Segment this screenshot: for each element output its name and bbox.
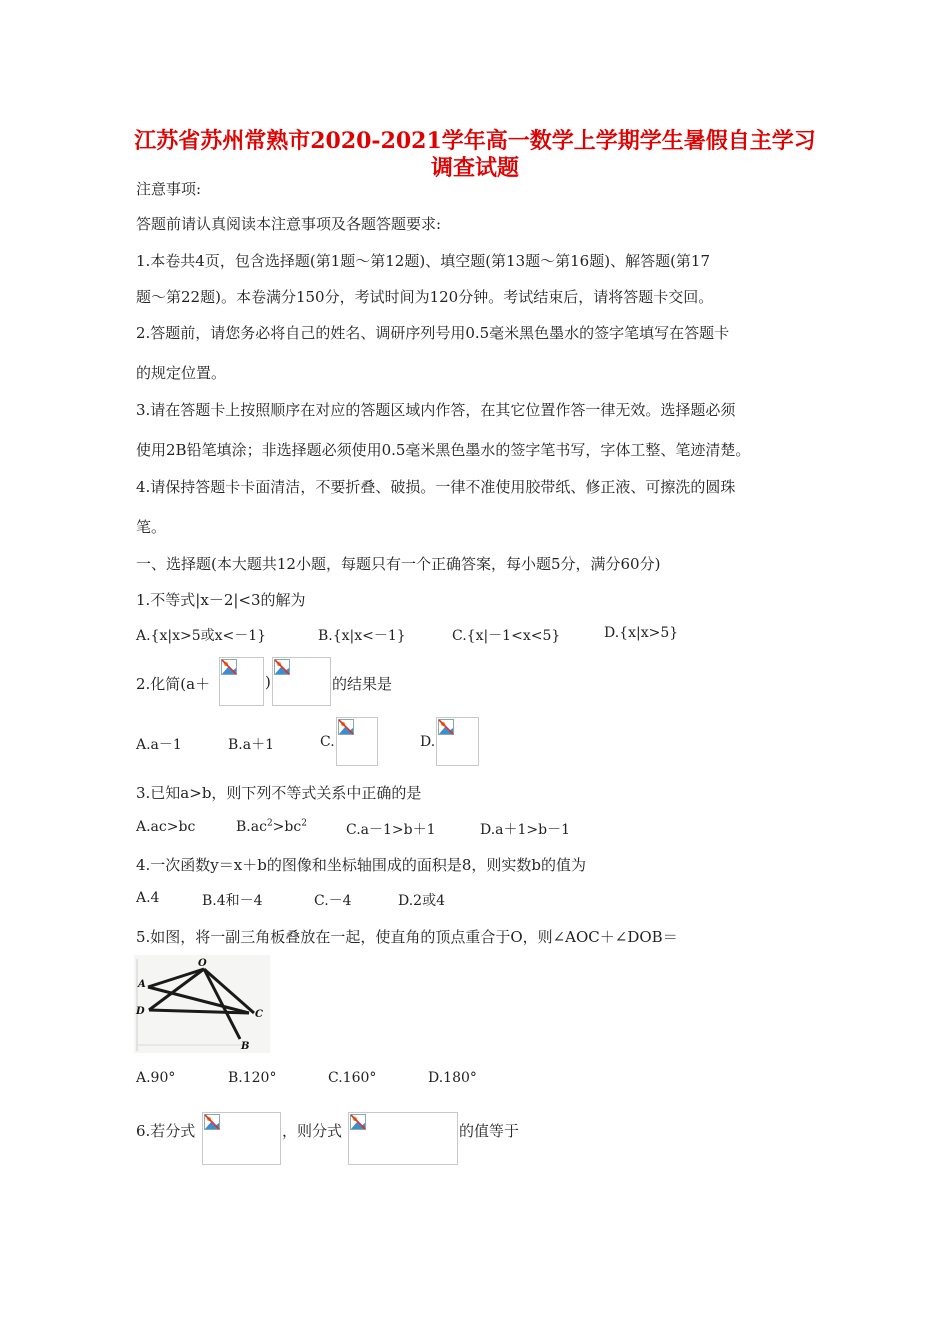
question-4-option-d: D.2或4 (398, 893, 445, 909)
note-4-line-2: 笔。 (136, 518, 167, 536)
question-5-option-c: C.160° (328, 1070, 377, 1086)
question-2-option-d: D. (420, 734, 436, 750)
note-4-line-1: 4.请保持答题卡卡面清洁，不要折叠、破损。一律不准使用胶带纸、修正液、可擦洗的圆珠 (136, 478, 736, 496)
question-4-option-c: C.－4 (314, 893, 352, 909)
question-4-stem: 4.一次函数y＝x＋b的图像和坐标轴围成的面积是8，则实数b的值为 (136, 856, 586, 874)
question-3-option-a: A.ac>bc (136, 819, 196, 835)
question-4-option-a: A.4 (136, 890, 160, 906)
broken-image-icon (204, 1114, 220, 1130)
broken-image-placeholder (219, 657, 264, 706)
broken-image-placeholder (202, 1112, 281, 1165)
triangle-figure (134, 955, 270, 1053)
broken-image-icon (274, 659, 290, 675)
section-heading-choice: 一、选择题(本大题共12小题，每题只有一个正确答案，每小题5分，满分60分) (136, 555, 661, 573)
broken-image-placeholder (272, 657, 331, 706)
question-2-option-b: B.a＋1 (228, 737, 274, 753)
broken-image-placeholder (348, 1112, 458, 1165)
broken-image-placeholder (436, 717, 479, 766)
note-2-line-1: 2.答题前，请您务必将自己的姓名、调研序列号用0.5毫米黑色墨水的签字笔填写在答题卡 (136, 324, 730, 342)
question-6-stem-end: 的值等于 (459, 1122, 520, 1140)
question-5-option-a: A.90° (136, 1070, 176, 1086)
document-title-line1: 江苏省苏州常熟市2020-2021学年高一数学上学期学生暑假自主学习 (134, 128, 816, 154)
question-5-stem: 5.如图，将一副三角板叠放在一起，使直角的顶点重合于O，则∠AOC＋∠DOB＝ (136, 928, 678, 946)
question-6-stem-mid: ，则分式 (282, 1122, 343, 1140)
question-5-option-d: D.180° (428, 1070, 477, 1086)
note-2-line-2: 的规定位置。 (136, 364, 227, 382)
question-5-option-b: B.120° (228, 1070, 277, 1086)
question-1-option-a: A.{x|x>5或x<－1} (136, 628, 267, 644)
question-3-stem: 3.已知a>b，则下列不等式关系中正确的是 (136, 784, 422, 802)
figure-label-d: D (136, 1006, 145, 1017)
question-2-option-a: A.a－1 (136, 737, 182, 753)
question-3-option-c: C.a－1>b＋1 (346, 822, 436, 838)
note-3-line-2: 使用2B铅笔填涂；非选择题必须使用0.5毫米黑色墨水的签字笔书写，字体工整、笔迹清楚。 (136, 441, 751, 459)
note-3-line-1: 3.请在答题卡上按照顺序在对应的答题区域内作答，在其它位置作答一律无效。选择题必须 (136, 401, 736, 419)
question-2-stem-end: 的结果是 (332, 675, 393, 693)
question-3-option-d: D.a＋1>b－1 (480, 822, 571, 838)
question-1-option-b: B.{x|x<－1} (318, 628, 406, 644)
broken-image-icon (438, 719, 454, 735)
question-2-stem-paren: ) (265, 673, 271, 691)
broken-image-icon (221, 659, 237, 675)
question-6-stem-start: 6.若分式 (136, 1122, 196, 1140)
broken-image-icon (350, 1114, 366, 1130)
question-2-stem-start: 2.化简(a＋ (136, 675, 211, 693)
figure-label-b: B (241, 1041, 250, 1052)
question-1-option-c: C.{x|－1<x<5} (452, 628, 561, 644)
question-2-option-c: C. (320, 734, 335, 750)
figure-label-o: O (198, 958, 207, 969)
notes-heading: 注意事项: (136, 180, 202, 198)
figure-label-a: A (138, 979, 146, 990)
question-3-option-b: $B.ac^2>bc^2$ (236, 818, 307, 835)
notes-intro: 答题前请认真阅读本注意事项及各题答题要求: (136, 215, 442, 233)
figure-label-c: C (255, 1009, 263, 1020)
question-1-stem: 1.不等式|x－2|<3的解为 (136, 591, 306, 609)
note-1-line-2: 题～第22题)。本卷满分150分，考试时间为120分钟。考试结束后，请将答题卡交回。 (136, 288, 714, 306)
document-title-line2: 调查试题 (430, 155, 519, 181)
question-4-option-b: B.4和－4 (202, 893, 263, 909)
broken-image-icon (338, 719, 354, 735)
broken-image-placeholder (336, 717, 378, 766)
note-1-line-1: 1.本卷共4页，包含选择题(第1题～第12题)、填空题(第13题～第16题)、解答题(第17 (136, 252, 711, 270)
question-1-option-d: D.{x|x>5} (604, 625, 679, 641)
